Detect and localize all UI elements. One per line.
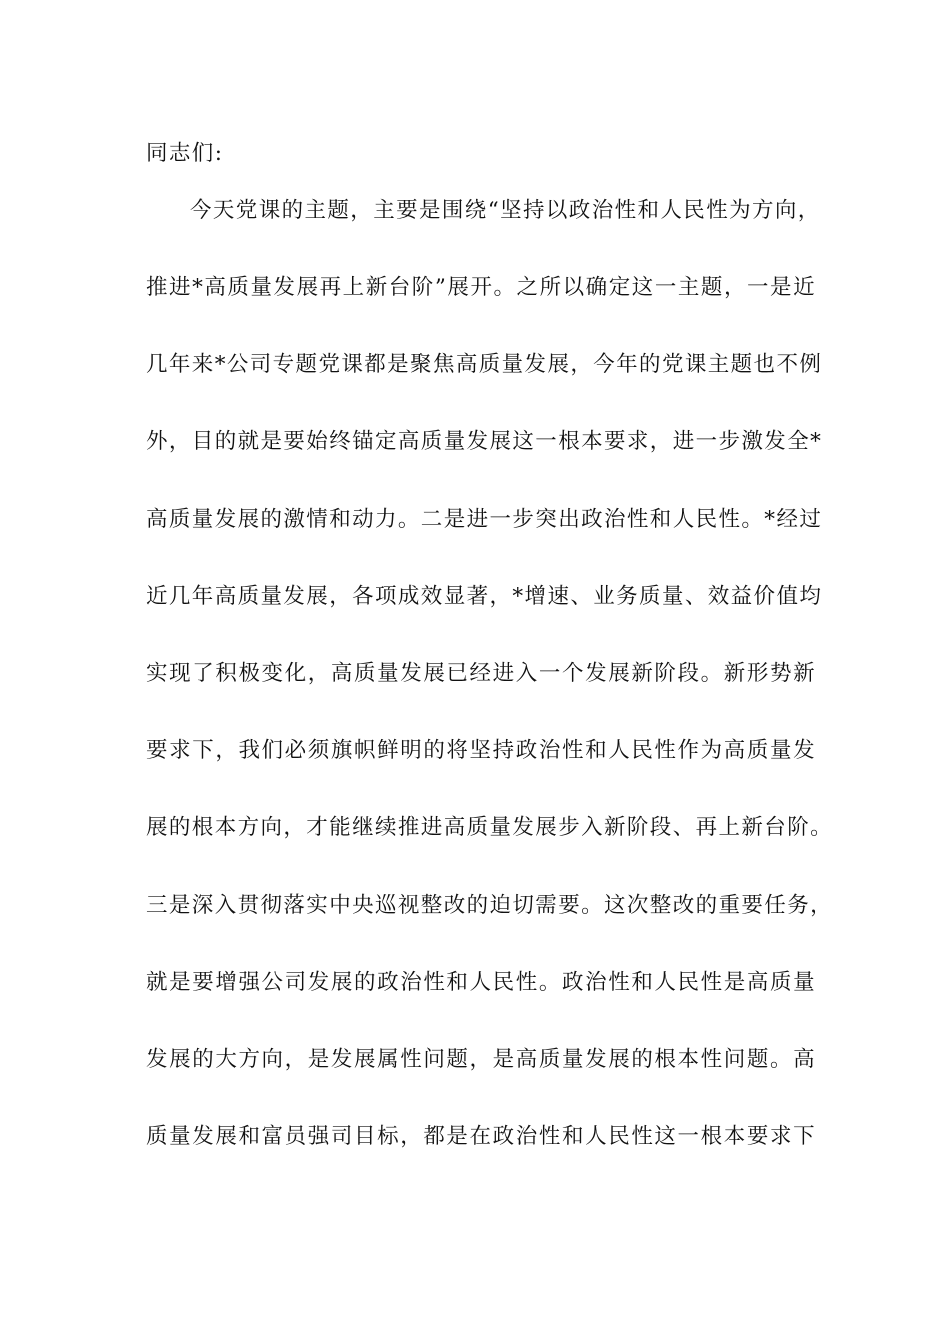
paragraph-line-13: 质量发展和富员强司目标，都是在政治性和人民性这一根本要求下 [146,1124,816,1149]
paragraph-line-6: 近几年高质量发展，各项成效显著，*增速、业务质量、效益价值均 [146,584,823,609]
paragraph-line-12: 发展的大方向，是发展属性问题，是高质量发展的根本性问题。高 [146,1047,816,1072]
paragraph-line-9: 展的根本方向，才能继续推进高质量发展步入新阶段、再上新台阶。 [146,815,834,840]
paragraph-line-3: 几年来*公司专题党课都是聚焦高质量发展，今年的党课主题也不例 [146,352,823,377]
paragraph-line-8: 要求下，我们必须旗帜鲜明的将坚持政治性和人民性作为高质量发 [146,738,816,763]
paragraph-line-2: 推进*高质量发展再上新台阶”展开。之所以确定这一主题，一是近 [146,275,816,300]
paragraph-line-1: 今天党课的主题，主要是围绕“坚持以政治性和人民性为方向， [190,198,821,223]
salutation: 同志们: [146,141,224,166]
paragraph-line-5: 高质量发展的激情和动力。二是进一步突出政治性和人民性。*经过 [146,507,823,532]
paragraph-line-10: 三是深入贯彻落实中央巡视整改的迫切需要。这次整改的重要任务， [146,893,834,918]
paragraph-line-11: 就是要增强公司发展的政治性和人民性。政治性和人民性是高质量 [146,970,816,995]
paragraph-line-4: 外，目的就是要始终锚定高质量发展这一根本要求，进一步激发全* [146,429,823,454]
paragraph-line-7: 实现了积极变化，高质量发展已经进入一个发展新阶段。新形势新 [146,661,816,686]
